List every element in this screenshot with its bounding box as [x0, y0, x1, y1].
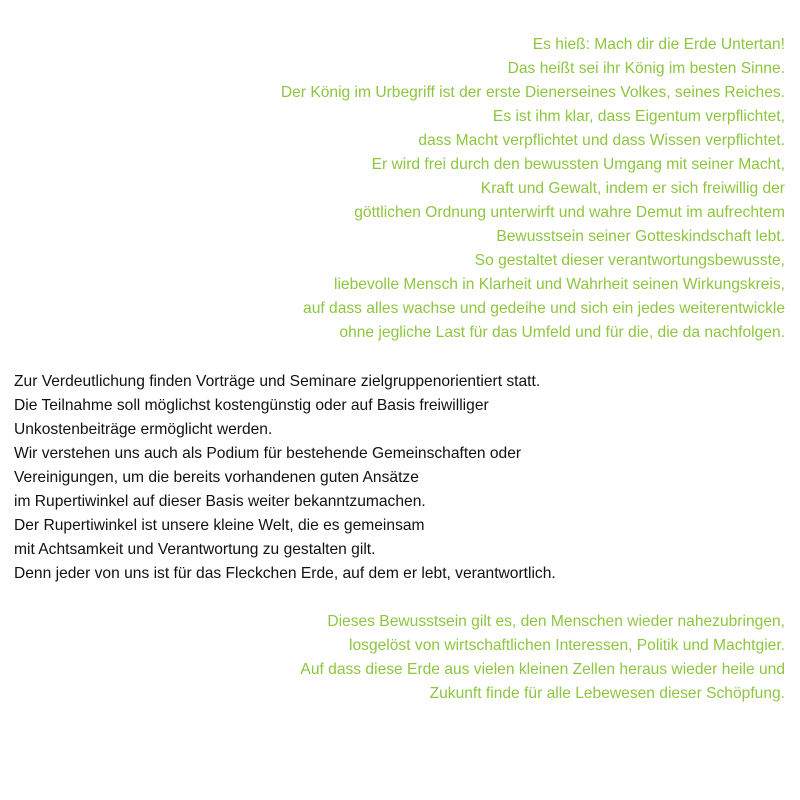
text-line: auf dass alles wachse und gedeihe und sich ein jedes weiterentwickle — [303, 300, 785, 317]
text-line: mit Achtsamkeit und Verantwortung zu gestalten gilt. — [14, 541, 376, 558]
text-line: liebevolle Mensch in Klarheit und Wahrheit seinen Wirkungskreis, — [334, 276, 785, 293]
text-line: Dieses Bewusstsein gilt es, den Menschen wieder nahezubringen, — [327, 613, 785, 630]
text-line: Auf dass diese Erde aus vielen kleinen Zellen heraus wieder heile und — [300, 661, 785, 678]
intro-verse — [281, 33, 785, 345]
text-line: ohne jegliche Last für das Umfeld und für die, die da nachfolgen. — [339, 324, 785, 341]
text-line: Zukunft finde für alle Lebewesen dieser Schöpfung. — [429, 685, 785, 702]
text-line: Wir verstehen uns auch als Podium für bestehende Gemeinschaften oder — [14, 445, 522, 462]
body-text — [14, 370, 556, 586]
text-line: Das heißt sei ihr König im besten Sinne. — [507, 60, 785, 77]
text-line: dass Macht verpflichtet und dass Wissen verpflichtet. — [418, 132, 785, 149]
text-line: Er wird frei durch den bewussten Umgang mit seiner Macht, — [371, 156, 785, 173]
text-line: im Rupertiwinkel auf dieser Basis weiter bekanntzumachen. — [14, 493, 426, 510]
text-line: Es ist ihm klar, dass Eigentum verpflichtet, — [492, 108, 785, 125]
text-line: göttlichen Ordnung unterwirft und wahre Demut im aufrechtem — [354, 204, 785, 221]
text-line: Zur Verdeutlichung finden Vorträge und Seminare zielgruppenorientiert statt. — [14, 373, 541, 390]
text-line: Bewusstsein seiner Gotteskindschaft lebt. — [496, 228, 785, 245]
text-line: losgelöst von wirtschaftlichen Interessen, Politik und Machtgier. — [349, 637, 785, 654]
text-line: Der Rupertiwinkel ist unsere kleine Welt, die es gemeinsam — [14, 517, 425, 534]
text-line: Unkostenbeiträge ermöglicht werden. — [14, 421, 273, 438]
text-line: Kraft und Gewalt, indem er sich freiwillig der — [480, 180, 785, 197]
text-line: Vereinigungen, um die bereits vorhandenen guten Ansätze — [14, 469, 419, 486]
text-line: Die Teilnahme soll möglichst kostengünstig oder auf Basis freiwilliger — [14, 397, 489, 414]
text-line: Denn jeder von uns ist für das Fleckchen Erde, auf dem er lebt, verantwortlich. — [14, 565, 556, 582]
text-line: Der König im Urbegriff ist der erste Dienerseines Volkes, seines Reiches. — [280, 84, 785, 101]
closing-verse — [300, 610, 785, 706]
text-line: So gestaltet dieser verantwortungsbewusste, — [474, 252, 785, 269]
text-line: Es hieß: Mach dir die Erde Untertan! — [532, 36, 785, 53]
